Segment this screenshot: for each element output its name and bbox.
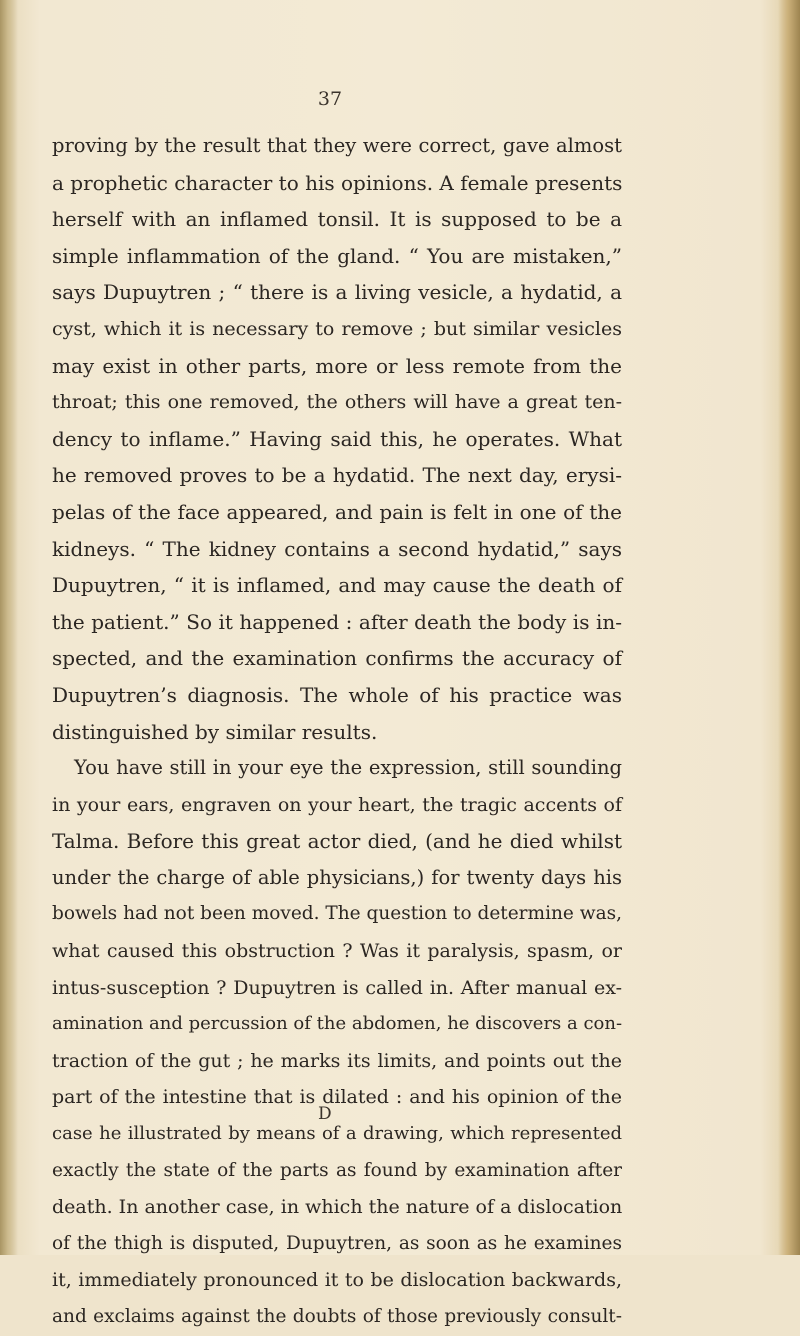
text-line: intus-susception ? Dupuytren is called in. After manual ex- <box>52 976 622 999</box>
text-line: says Dupuytren ; “ there is a living vesicle, a hydatid, a <box>52 280 622 305</box>
page-edge-shadow <box>778 0 800 1255</box>
text-line: bowels had not been moved. The question to determine was, <box>52 903 622 925</box>
text-line: herself with an inflamed tonsil. It is supposed to be a <box>52 207 622 232</box>
text-line: the patient.” So it happened : after death the body is in- <box>52 609 622 634</box>
text-line: dency to inflame.” Having said this, he operates. What <box>52 426 622 451</box>
text-line: what caused this obstruction ? Was it paralysis, spasm, or <box>52 940 622 963</box>
text-line: cyst, which it is necessary to remove ; but similar vesicles <box>52 317 622 340</box>
text-line: amination and percussion of the abdomen, he discovers a con- <box>52 1013 623 1035</box>
text-line: may exist in other parts, more or less remote from the <box>52 353 622 378</box>
page-number: 37 <box>317 88 343 110</box>
text-line: Dupuytren’s diagnosis. The whole of his practice was <box>52 682 622 707</box>
text-line: under the charge of able physicians,) for twenty days his <box>52 865 622 889</box>
text-line: traction of the gut ; he marks its limits, and points out the <box>52 1049 622 1072</box>
text-line: pelas of the face appeared, and pain is felt in one of the <box>52 499 622 524</box>
text-line: in your ears, engraven on your heart, the tragic accents of <box>52 793 622 816</box>
text-line: it, immediately pronounced it to be dislocation backwards, <box>52 1269 622 1292</box>
text-line: exactly the state of the parts as found by examination after <box>52 1159 622 1181</box>
body-text <box>52 128 622 1336</box>
text-line: distinguished by similar results. <box>52 719 378 744</box>
text-line: death. In another case, in which the nature of a dislocation <box>52 1196 623 1219</box>
text-line: simple inflammation of the gland. “ You are mistaken,” <box>52 243 622 268</box>
text-line: Dupuytren, “ it is inflamed, and may cause the death of <box>52 573 622 598</box>
text-line: You have still in your eye the expression, still sounding <box>74 756 622 780</box>
text-line: of the thigh is disputed, Dupuytren, as soon as he examines <box>52 1232 622 1254</box>
text-line: kidneys. “ The kidney contains a second hydatid,” says <box>52 536 622 561</box>
text-line: part of the intestine that is dilated : and his opinion of the <box>52 1086 622 1109</box>
text-line: and exclaims against the doubts of those previously consult- <box>52 1306 622 1327</box>
text-line: he removed proves to be a hydatid. The next day, erysi- <box>52 463 622 488</box>
text-line: spected, and the examination confirms the accuracy of <box>52 646 622 671</box>
page-spine-shadow <box>0 0 18 1255</box>
text-line: Talma. Before this great actor died, (and he died whilst <box>52 829 622 854</box>
signature-mark: D <box>318 1104 332 1124</box>
text-line: throat; this one removed, the others will have a great ten- <box>52 391 622 414</box>
text-line: proving by the result that they were correct, gave almost <box>52 134 622 157</box>
text-line: a prophetic character to his opinions. A female presents <box>52 170 623 195</box>
text-line: case he illustrated by means of a drawing, which represented <box>52 1123 622 1145</box>
